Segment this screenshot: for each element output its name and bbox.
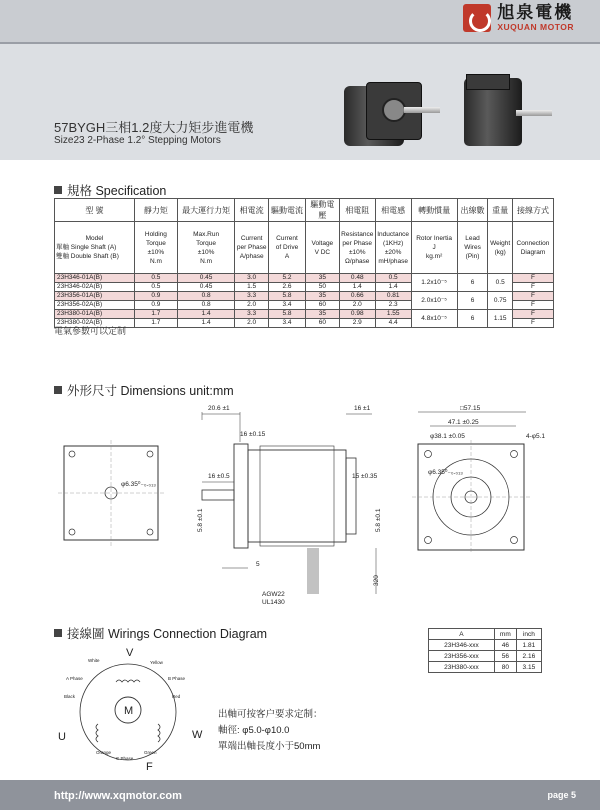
table-row: 23H356-01A(B) 0.9 0.8 3.3 5.8 35 0.66 0.81 2.0x10⁻⁵ 6 0.75 F — [55, 292, 554, 301]
letter-m: M — [124, 705, 134, 717]
svg-text:Yellow: Yellow — [150, 660, 163, 665]
svg-text:320: 320 — [373, 575, 380, 586]
website-link[interactable]: http://www.xqmotor.com — [54, 790, 182, 802]
coil-top — [116, 680, 140, 682]
table-row: 23H356-02A(B) 0.9 0.8 2.0 3.4 60 2.0 2.3 F — [55, 301, 554, 310]
svg-text:16 ±0.15: 16 ±0.15 — [240, 431, 266, 438]
svg-text:□57.15: □57.15 — [460, 405, 481, 412]
motor-photo-front — [340, 70, 440, 152]
wiring-heading: 接線圖 Wirings Connection Diagram — [54, 624, 267, 642]
title-en: Size23 2-Phase 1.2° Stepping Motors — [54, 135, 221, 146]
svg-text:B Phase: B Phase — [168, 676, 186, 681]
svg-text:Orange: Orange — [96, 750, 112, 755]
svg-text:20.6 ±1: 20.6 ±1 — [208, 405, 230, 412]
table-row: 23H380-02A(B) 1.7 1.4 2.0 3.4 60 2.9 4.4 F — [55, 319, 554, 328]
front-view-drawing — [408, 404, 558, 554]
svg-text:A Phase: A Phase — [66, 676, 83, 681]
svg-text:16 ±0.5: 16 ±0.5 — [208, 473, 230, 480]
svg-text:UL1430: UL1430 — [262, 599, 285, 606]
title-cn: 57BYGH三相1.2度大力矩步進電機 — [54, 120, 254, 135]
letter-w: W — [192, 729, 203, 741]
coil-left — [96, 724, 98, 742]
spec-header-cn: 型 號 靜力矩 最大運行力矩 相電流 驅動電流 驅動電壓 相電阻 相電感 轉動慣量 出線數 重量 接線方式 — [55, 199, 554, 222]
page-footer — [0, 780, 600, 810]
svg-text:16 ±1: 16 ±1 — [354, 405, 371, 412]
motor-photo-side — [458, 70, 558, 152]
spec-heading: 規格 Specification — [54, 181, 166, 199]
table-row: 23H346-xxx 46 1.81 — [429, 640, 542, 651]
spec-table — [54, 198, 554, 328]
shaft-notes: 出軸可按客户要求定制： 軸徑: φ5.0-φ10.0 單端出軸長度小于50mm — [218, 709, 323, 752]
svg-text:5.8 ±0.1: 5.8 ±0.1 — [197, 508, 204, 532]
dimensions-heading: 外形尺寸 Dimensions unit:mm — [54, 381, 234, 399]
svg-text:5: 5 — [256, 561, 260, 568]
wiring-diagram — [58, 642, 208, 772]
section-bullet-icon — [54, 186, 62, 194]
svg-text:Black: Black — [64, 694, 76, 699]
svg-text:C Phase: C Phase — [116, 756, 134, 761]
spec-note: 電氣參數可以定制 — [54, 326, 127, 336]
rear-view-drawing — [58, 440, 168, 550]
brand-name-cn: 旭泉電機 — [497, 3, 574, 22]
svg-text:Red: Red — [172, 694, 181, 699]
svg-text:15 ±0.35: 15 ±0.35 — [352, 473, 378, 480]
table-row: 23H346-02A(B) 0.5 0.45 1.5 2.6 50 1.4 1.4 F — [55, 283, 554, 292]
svg-text:AGW22: AGW22 — [262, 591, 285, 598]
letter-v: V — [126, 647, 134, 659]
side-view-drawing — [196, 398, 410, 610]
table-row: 23H356-xxx 56 2.16 — [429, 651, 542, 662]
table-row: 23H346-01A(B) 0.5 0.45 3.0 5.2 35 0.48 0.5 1.2x10⁻⁵ 6 0.5 F — [55, 274, 554, 283]
section-bullet-icon — [54, 629, 62, 637]
table-row: 23H380-01A(B) 1.7 1.4 3.3 5.8 35 0.98 1.55 4.8x10⁻⁵ 6 1.15 F — [55, 310, 554, 319]
svg-text:5.8 ±0.1: 5.8 ±0.1 — [375, 508, 382, 532]
svg-text:4-φ5.1: 4-φ5.1 — [526, 433, 546, 440]
page-header — [0, 0, 600, 44]
svg-text:Green: Green — [144, 750, 157, 755]
brand-logo-icon — [463, 4, 491, 32]
table-row: 23H380-xxx 80 3.15 — [429, 662, 542, 673]
letter-u: U — [58, 731, 66, 743]
svg-text:White: White — [88, 658, 100, 663]
svg-text:φ38.1 ±0.05: φ38.1 ±0.05 — [430, 433, 465, 440]
svg-text:φ6.35⁰₋₀.₀₁₃: φ6.35⁰₋₀.₀₁₃ — [121, 481, 156, 488]
letter-f: F — [146, 761, 153, 772]
svg-text:47.1 ±0.25: 47.1 ±0.25 — [448, 419, 479, 426]
section-bullet-icon — [54, 386, 62, 394]
brand — [463, 4, 574, 32]
brand-name-en: XUQUAN MOTOR — [497, 22, 574, 32]
svg-text:φ6.35⁰₋₀.₀₁₃: φ6.35⁰₋₀.₀₁₃ — [428, 469, 463, 476]
page-number: page 5 — [547, 790, 576, 800]
spec-header-en: Model 單軸 Single Shaft (A) 雙軸 Double Shaft (B) Holding Torque ±10% N.m Max.Run Torque ±10% N.m Current per Phase A/phase Current of Drive A Voltage V DC Resistance per Phase ±10% Ω/phase Inductance (1KHz) ±20% mH/phase Rotor Inertia J kg.m² Lead Wires (Pin) Weight (kg) Connection Diagram — [55, 222, 554, 274]
coil-right — [158, 724, 160, 742]
a-dimension-table: A mm inch 23H346-xxx 46 1.81 23H356-xxx 56 2.16 23H380-xxx 80 3.15 — [428, 628, 542, 673]
